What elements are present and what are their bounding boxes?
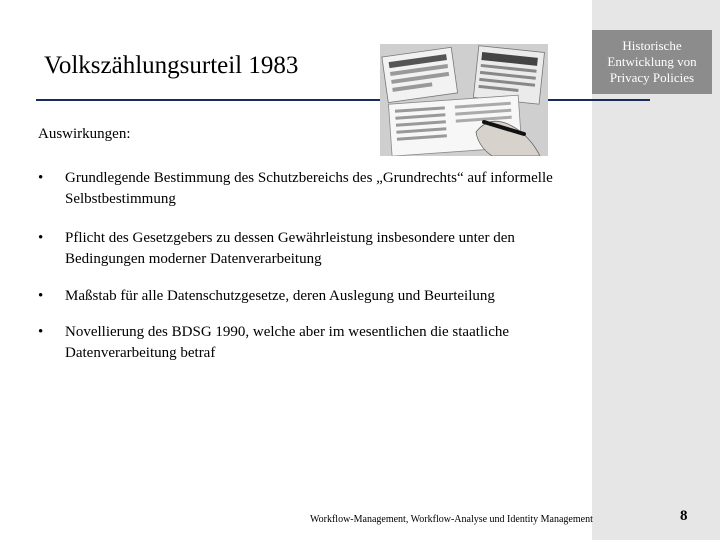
list-item <box>38 228 598 270</box>
census-forms-illustration <box>380 44 548 156</box>
bullet-marker: • <box>38 170 44 186</box>
list-item <box>38 168 598 210</box>
section-label-line-2: Entwicklung von <box>607 54 697 69</box>
bullet-text-line: Selbstbestimmung <box>65 191 176 207</box>
list-item <box>38 286 598 307</box>
slide-footer: Workflow-Management, Workflow-Analyse und Identity Management <box>310 514 593 525</box>
page-number: 8 <box>680 508 688 524</box>
title-underline <box>36 99 650 101</box>
section-label-line-3: Privacy Policies <box>609 70 695 85</box>
bullet-marker: • <box>38 230 44 246</box>
bullet-text-line: Datenverarbeitung betraf <box>65 345 216 361</box>
bullet-text-line: Bedingungen moderner Datenverarbeitung <box>65 251 322 267</box>
bullet-list <box>38 168 598 364</box>
slide-title: Volkszählungsurteil 1983 <box>44 52 299 79</box>
census-forms-photo <box>380 44 548 156</box>
section-label-box <box>592 30 712 94</box>
section-label-line-1: Historische <box>622 38 682 53</box>
bullet-marker: • <box>38 288 44 304</box>
bullet-text-line: Novellierung des BDSG 1990, welche aber im wesentlichen die staatliche <box>65 324 510 340</box>
list-item <box>38 322 598 364</box>
subheading: Auswirkungen: <box>38 126 131 142</box>
bullet-text-line: Pflicht des Gesetzgebers zu dessen Gewährleistung insbesondere unter den <box>65 230 515 246</box>
bullet-marker: • <box>38 324 44 340</box>
bullet-text-line: Maßstab für alle Datenschutzgesetze, deren Auslegung und Beurteilung <box>65 288 495 304</box>
bullet-text-line: Grundlegende Bestimmung des Schutzbereichs des „Grundrechts“ auf informelle <box>65 170 553 186</box>
